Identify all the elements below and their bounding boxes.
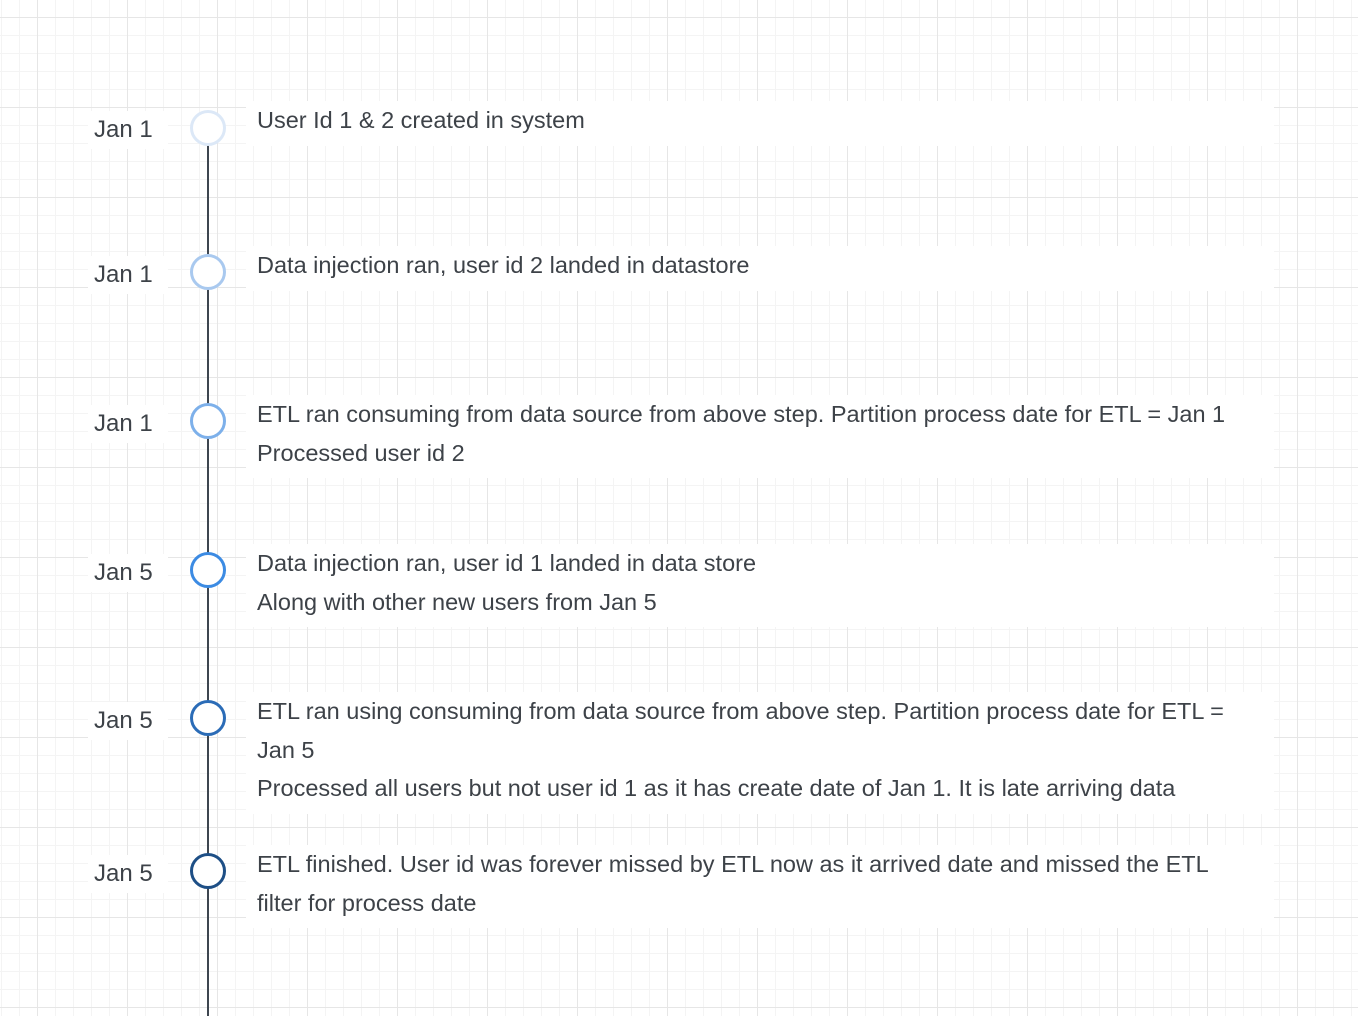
timeline-node [190,403,226,439]
event-description-line: User Id 1 & 2 created in system [257,107,585,133]
event-date-box [88,256,168,294]
event-description [246,692,1274,814]
event-description [246,544,1274,627]
event-description-line: Jan 5 [257,736,315,763]
event-description-line: Along with other new users from Jan 5 [257,588,657,615]
event-description [246,845,1274,928]
timeline-node [190,552,226,588]
event-description-line: Data injection ran, user id 1 landed in data store [257,550,757,576]
event-description-line: Processed all users but not user id 1 as it has create date of Jan 1. It is late arriving data [257,775,1176,801]
event-date-box [88,702,168,740]
event-description-line: ETL ran consuming from data source from above step. Partition process date for ETL = Jan 1 [257,401,1226,427]
event-date-box [88,405,168,443]
event-date-box [88,554,168,592]
event-description [246,101,1274,146]
event-description-line: ETL finished. User id was forever missed by ETL now as it arrived date and missed the ETL [257,851,1209,877]
timeline-node [190,853,226,889]
event-date: Jan 1 [94,261,153,288]
event-description [246,246,1274,291]
event-description-line: Processed user id 2 [257,439,465,466]
event-date: Jan 5 [94,707,153,734]
event-description [246,395,1274,478]
event-date: Jan 1 [94,410,153,437]
event-date: Jan 5 [94,559,153,586]
timeline-node [190,254,226,290]
event-date: Jan 5 [94,860,153,887]
event-date: Jan 1 [94,116,153,143]
event-description-line: filter for process date [257,889,477,916]
timeline-node [190,700,226,736]
event-description-line: Data injection ran, user id 2 landed in datastore [257,252,750,278]
timeline-node [190,110,226,146]
event-date-box [88,111,168,149]
event-description-line: ETL ran using consuming from data source from above step. Partition process date for ETL = [257,698,1224,724]
event-date-box [88,855,168,893]
